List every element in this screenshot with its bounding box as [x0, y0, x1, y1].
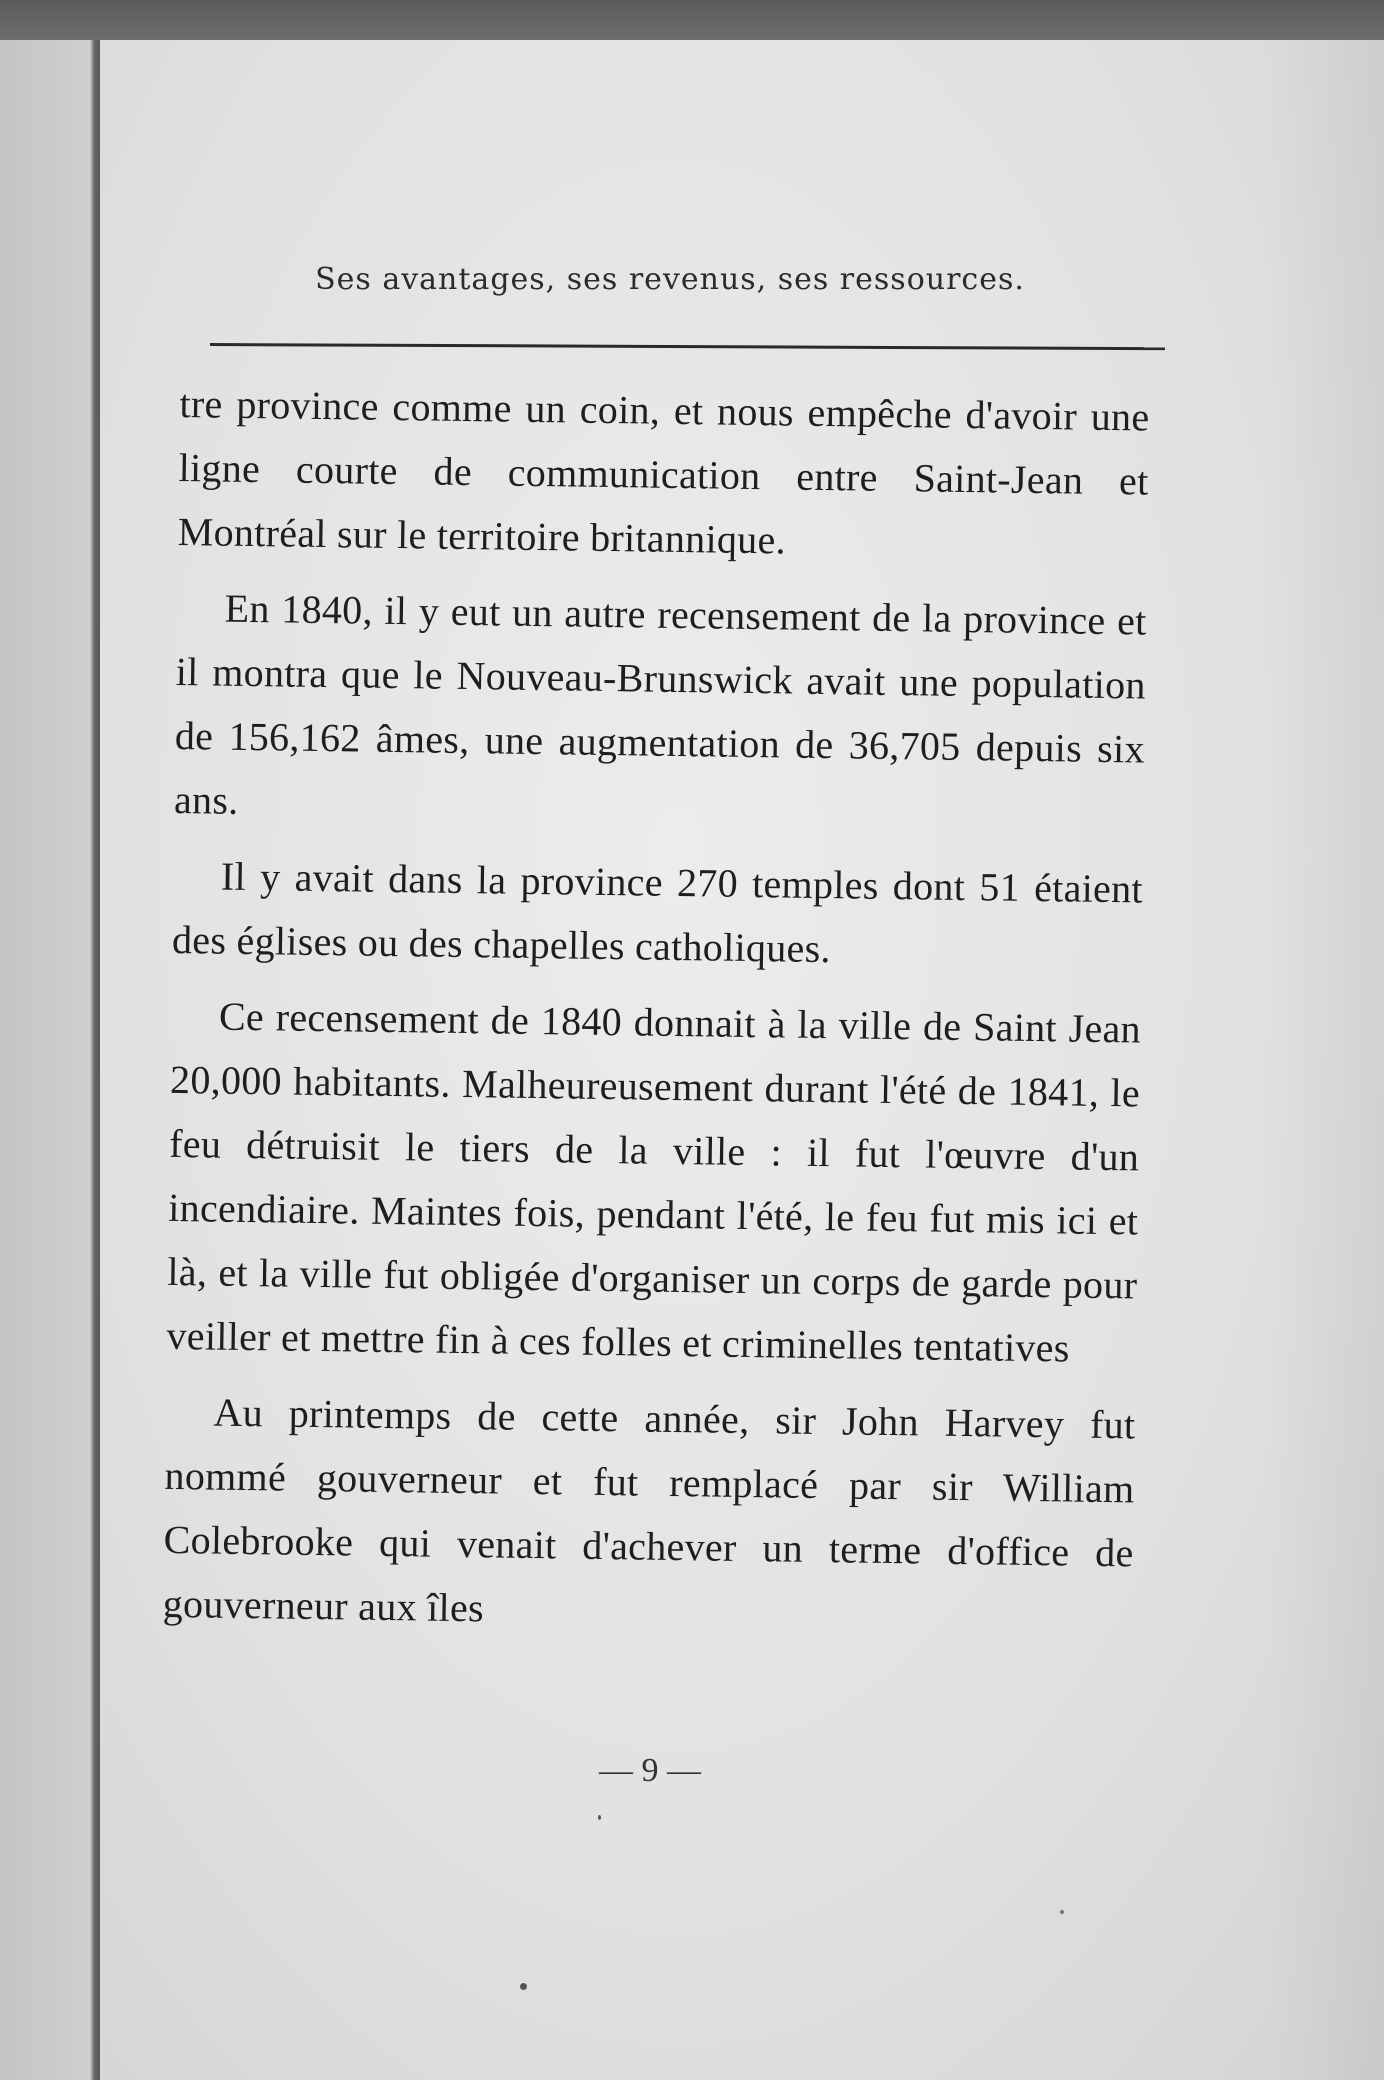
paragraph: En 1840, il y eut un autre recensement de la province et il montra que le Nouveau-Brunswick avait une population de 156,162 âmes, une augmentation de 36,705 depuis six ans. — [173, 585, 1147, 823]
scan-speck — [520, 1983, 527, 1990]
book-gutter — [0, 40, 100, 2080]
running-header: Ses avantages, ses revenus, ses ressources. — [315, 262, 1025, 297]
page-edge-shadow — [1264, 40, 1384, 2080]
paragraph: Ce recensement de 1840 donnait à la ville de Saint Jean 20,000 habitants. Malheureusement durant l'été de 1841, le feu détruisit le tiers de la ville : il fut l'œuvre d'un incendiaire. Maintes fois, pendant l'été, le feu fut mis ici et là, et la ville fut obligée d'organiser un corps de garde pour veiller et mettre fin à ces folles et criminelles tentatives — [166, 993, 1142, 1371]
paragraph: Il y avait dans la province 270 temples dont 51 étaient des églises ou des chapelles catholiques. — [171, 853, 1144, 972]
scan-speck — [1060, 1910, 1064, 1914]
page-body — [162, 372, 1150, 1661]
scan-speck — [598, 1815, 601, 1820]
paragraph: tre province comme un coin, et nous empêche d'avoir une ligne courte de communication entre Saint-Jean et Montréal sur le territoire britannique. — [177, 380, 1150, 563]
page-number: — 9 — — [599, 1752, 701, 1789]
paragraph: Au printemps de cette année, sir John Harvey fut nommé gouverneur et fut remplacé par sir William Colebrooke qui venait d'achever un terme d'office de gouverneur aux îles — [162, 1389, 1136, 1631]
